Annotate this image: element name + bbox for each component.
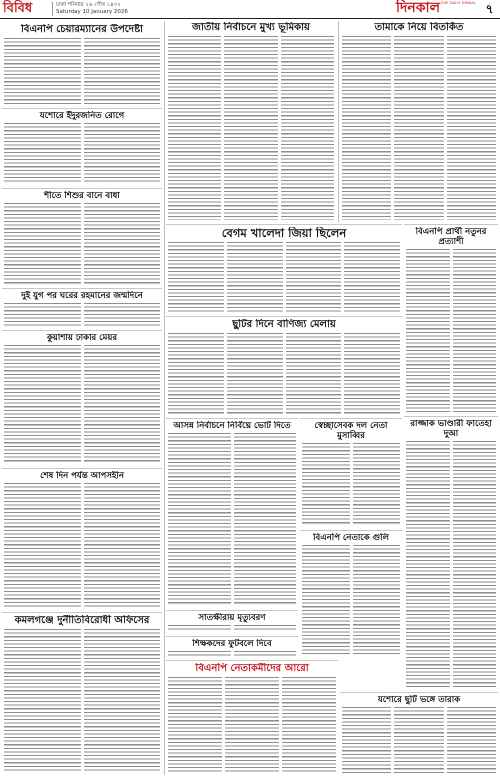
article-headline: আসন্ন নির্বাচনে নির্বিঘ্নে ভোট দিতে <box>173 421 291 431</box>
text-column <box>302 545 350 656</box>
text-column <box>168 677 222 773</box>
text-column <box>168 36 221 220</box>
text-column <box>406 441 450 688</box>
article-headline: শীতে শিশুর বানে বাধা <box>44 191 120 201</box>
text-column <box>225 677 279 773</box>
article-body <box>342 707 496 773</box>
article-body <box>168 625 296 632</box>
text-column <box>447 36 496 220</box>
text-column <box>394 36 443 220</box>
date-bengali: ঢাকা শনিবার ২৬ পৌষ ১৪৩২ <box>56 2 121 8</box>
article-body <box>4 123 160 184</box>
article-body <box>4 38 160 104</box>
text-column <box>447 707 496 773</box>
article-body <box>302 443 400 526</box>
article-headline: বিএনপি নেতাকর্মীদের আরো <box>195 663 309 674</box>
article-tobacco <box>340 20 498 222</box>
article-volunteer-leader <box>300 418 402 528</box>
column-rule <box>164 21 165 775</box>
text-column <box>84 483 161 608</box>
article-body <box>4 483 160 608</box>
text-column <box>342 36 391 220</box>
section-label: বিবিধ <box>3 1 33 16</box>
article-teachers <box>166 636 298 658</box>
text-column <box>84 345 161 464</box>
text-column <box>453 249 497 412</box>
masthead <box>0 0 500 19</box>
text-column <box>4 345 81 464</box>
article-body <box>168 433 296 606</box>
article-headline: কুয়াশায় ঢাকার মেয়র <box>46 333 118 343</box>
article-body <box>168 242 400 312</box>
text-column <box>286 333 342 414</box>
text-column <box>168 651 231 656</box>
text-column <box>84 203 161 284</box>
article-uncompromising <box>2 468 162 610</box>
issue-date <box>52 2 166 16</box>
article-body <box>406 441 496 688</box>
article-trade-fair <box>166 316 402 416</box>
article-jashore-disease <box>2 108 162 186</box>
article-body <box>342 36 496 220</box>
text-column <box>342 707 391 773</box>
article-body <box>406 249 496 412</box>
article-leader-shot <box>300 530 402 658</box>
text-column <box>234 625 297 632</box>
text-column <box>84 629 161 773</box>
article-fog-dhaka <box>2 330 162 466</box>
text-column <box>394 707 443 773</box>
text-column <box>281 36 334 220</box>
text-column <box>168 433 231 606</box>
article-body <box>168 651 296 656</box>
article-jashore-holiday <box>340 692 498 775</box>
text-column <box>4 303 81 326</box>
text-column <box>234 651 297 656</box>
text-column <box>84 38 161 104</box>
text-column <box>4 38 81 104</box>
article-headline: যশোরে ইঁদুরজনিত রোগে <box>39 111 125 121</box>
text-column <box>4 123 81 184</box>
article-body <box>302 545 400 656</box>
article-headline: বিএনপি চেয়ারম্যানের উপদেষ্টা <box>21 24 143 35</box>
text-column <box>353 545 401 656</box>
page-number: ৭ <box>485 2 494 16</box>
text-column <box>227 333 283 414</box>
article-winter-children <box>2 188 162 286</box>
article-body <box>4 629 160 773</box>
text-column <box>344 242 400 312</box>
text-column <box>84 303 161 326</box>
article-body <box>4 203 160 284</box>
text-column <box>282 677 336 773</box>
article-national-election <box>166 20 336 222</box>
text-column <box>168 242 224 312</box>
article-headline: বিএনপি নেতাকে গুলি <box>313 533 389 543</box>
text-column <box>344 333 400 414</box>
text-column <box>4 629 81 773</box>
article-body <box>4 303 160 326</box>
article-headline: কমলগঞ্জে দুর্নীতিবিরোধী অফিসের <box>14 615 150 626</box>
text-column <box>168 333 224 414</box>
article-body <box>4 345 160 464</box>
text-column <box>406 249 450 412</box>
article-headline: রাজ্জাক ভাণ্ডারী ফাতেহা দুআ <box>410 419 492 439</box>
article-body <box>168 36 334 220</box>
text-column <box>227 242 283 312</box>
article-body <box>168 333 400 414</box>
text-column <box>234 433 297 606</box>
article-headline: স্বেচ্ছাসেবক দল নেতা মুসাব্বির <box>314 421 388 441</box>
article-satkhira <box>166 610 298 634</box>
column-rule <box>338 21 339 222</box>
article-headline: শিক্ষকদের ফুটবলে দিবে <box>192 639 272 649</box>
article-bnp-activists <box>166 660 338 775</box>
text-column <box>286 242 342 312</box>
text-column <box>353 443 401 526</box>
article-headline: সাতক্ষীরায় মৃত্যুবরণ <box>198 613 266 623</box>
text-column <box>4 483 81 608</box>
article-begum-khaleda-zia <box>166 224 402 314</box>
text-column <box>84 123 161 184</box>
date-english: Saturday 10 January 2026 <box>56 9 128 15</box>
article-bnp-candidate <box>404 224 498 414</box>
article-headline: জাতীয় নির্বাচনে মুখ্য ভূমিকায় <box>192 22 310 33</box>
text-column <box>302 443 350 526</box>
text-column <box>168 625 231 632</box>
article-headline: যশোরে ছুটি ভঙ্গে তারাক <box>377 695 461 705</box>
article-headline: বেগম খালেদা জিয়া ছিলেন <box>221 227 347 240</box>
article-headline: ছুটির দিনে বাণিজ্য মেলায় <box>232 319 336 330</box>
article-headline: বিএনপি প্রার্থী নতুনর প্রত্যাশী <box>415 227 487 247</box>
logo-text: দিনকাল <box>396 0 441 16</box>
text-column <box>224 36 277 220</box>
article-razzak-bhandari <box>404 416 498 690</box>
text-column <box>453 441 497 688</box>
article-kamalganj-office <box>2 612 162 775</box>
article-upcoming-election-vote <box>166 418 298 608</box>
article-headline: শেষ দিন পর্যন্ত আপসহীন <box>40 471 124 481</box>
newspaper-logo <box>396 0 478 18</box>
text-column <box>4 203 81 284</box>
article-two-decades <box>2 288 162 328</box>
article-bnp-chairman-adviser <box>2 22 162 106</box>
article-headline: দুই যুগ পর ঘরের রহমানের জন্মদিনে <box>21 291 143 301</box>
article-headline: তামাকে নিয়ে বিতর্কিত <box>374 22 464 33</box>
article-body <box>168 677 336 773</box>
logo-subtitle: THE DAILY DINKAL <box>440 1 476 5</box>
